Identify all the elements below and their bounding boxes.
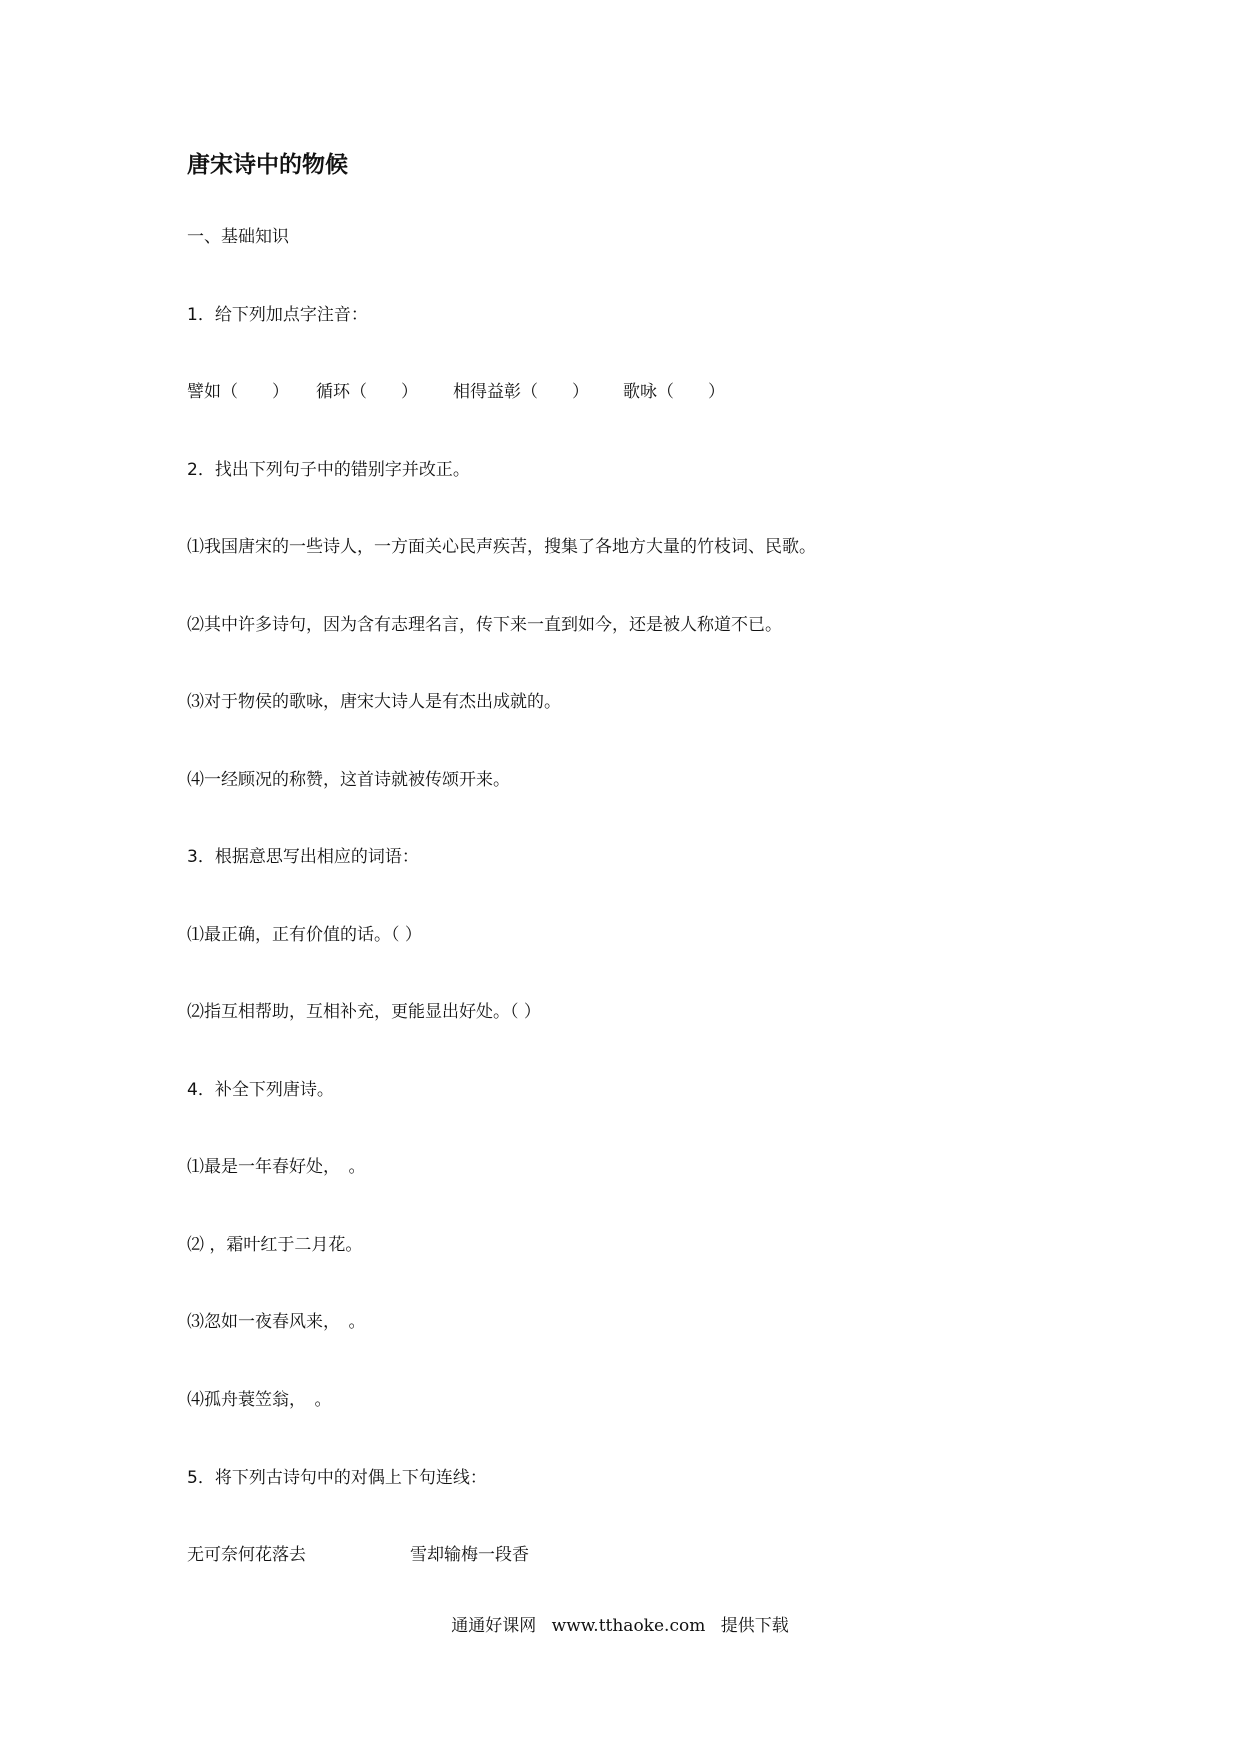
question-4-prompt: 4．补全下列唐诗。 bbox=[187, 1080, 334, 1100]
pinyin-item: 譬如（ ） bbox=[187, 382, 289, 402]
question-1-prompt: 1．给下列加点字注音： bbox=[187, 305, 368, 325]
question-4-item-2: ⑵ ，霜叶红于二月花。 bbox=[187, 1235, 363, 1255]
question-5-pair bbox=[187, 1543, 529, 1567]
section-heading: 一、基础知识 bbox=[187, 227, 289, 247]
couplet-left-line: 无可奈何花落去 bbox=[187, 1545, 306, 1565]
question-3-item-1: ⑴最正确，正有价值的话。（ ） bbox=[187, 925, 422, 945]
question-2-item-3: ⑶对于物侯的歌咏，唐宋大诗人是有杰出成就的。 bbox=[187, 692, 561, 712]
question-5-prompt: 5．将下列古诗句中的对偶上下句连线： bbox=[187, 1468, 487, 1488]
question-2-item-2: ⑵其中许多诗句，因为含有志理名言，传下来一直到如今，还是被人称道不已。 bbox=[187, 615, 782, 635]
footer-suffix: 提供下载 bbox=[720, 1616, 789, 1636]
question-2-prompt: 2．找出下列句子中的错别字并改正。 bbox=[187, 460, 470, 480]
footer-url[interactable]: www.tthaoke.com bbox=[551, 1616, 706, 1636]
page-footer bbox=[0, 1614, 1240, 1638]
couplet-right-line: 雪却输梅一段香 bbox=[410, 1545, 529, 1565]
question-4-item-3: ⑶忽如一夜春风来， 。 bbox=[187, 1312, 366, 1332]
footer-site-name: 通通好课网 bbox=[451, 1616, 537, 1636]
question-4-item-1: ⑴最是一年春好处， 。 bbox=[187, 1157, 366, 1177]
pinyin-item: 相得益彰（ ） bbox=[453, 382, 589, 402]
question-3-prompt: 3．根据意思写出相应的词语： bbox=[187, 847, 419, 867]
pinyin-item: 循环（ ） bbox=[316, 382, 418, 402]
question-4-item-4: ⑷孤舟蓑笠翁， 。 bbox=[187, 1390, 332, 1410]
question-2-item-4: ⑷一经顾况的称赞，这首诗就被传颂开来。 bbox=[187, 770, 510, 790]
document-title: 唐宋诗中的物候 bbox=[187, 152, 348, 178]
question-2-item-1: ⑴我国唐宋的一些诗人，一方面关心民声疾苦，搜集了各地方大量的竹枝词、民歌。 bbox=[187, 537, 816, 557]
question-3-item-2: ⑵指互相帮助，互相补充，更能显出好处。（ ） bbox=[187, 1002, 541, 1022]
question-1-items bbox=[187, 380, 725, 404]
pinyin-item: 歌咏（ ） bbox=[623, 382, 725, 402]
